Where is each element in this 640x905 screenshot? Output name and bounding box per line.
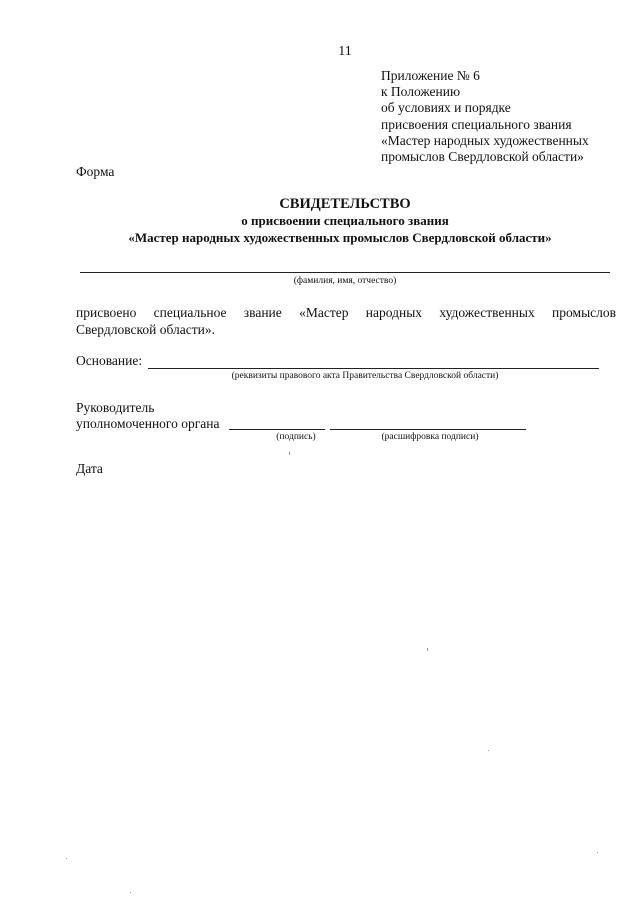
decoding-line <box>330 429 526 430</box>
award-paragraph <box>76 304 616 338</box>
appendix-block <box>381 68 589 165</box>
document-subtitle: о присвоении специального звания <box>241 213 449 228</box>
basis-caption: (реквизиты правового акта Правительства Свердловской области) <box>231 371 499 381</box>
basis-line <box>148 368 599 369</box>
appendix-line: к Положению <box>381 84 461 100</box>
head-label-line2: уполномоченного органа <box>76 416 220 431</box>
head-label-line1: Руководитель <box>76 400 155 415</box>
document-subtitle-title: «Мастер народных художественных промыслов Свердловской области» <box>128 230 552 245</box>
signature-caption: (подпись) <box>276 432 316 442</box>
scan-speck <box>66 858 67 859</box>
name-line <box>80 272 610 273</box>
page-number: 11 <box>338 44 352 59</box>
scan-speck <box>427 648 428 651</box>
name-caption: (фамилия, имя, отчество) <box>293 276 397 286</box>
document-title: СВИДЕТЕЛЬСТВО <box>279 196 411 212</box>
scan-speck <box>597 852 598 853</box>
award-paragraph-line1: присвоено специальное звание «Мастер народных художественных промыслов <box>76 305 616 320</box>
date-label: Дата <box>76 461 103 476</box>
appendix-line: присвоения специального звания <box>381 116 572 132</box>
signature-line <box>229 429 325 430</box>
decoding-caption: (расшифровка подписи) <box>381 432 479 442</box>
basis-label: Основание: <box>76 353 143 368</box>
scan-speck <box>488 750 489 751</box>
award-paragraph-line2: Свердловской области». <box>76 322 215 337</box>
appendix-line: Приложение № 6 <box>381 68 480 83</box>
appendix-line: об условиях и порядке <box>381 100 511 116</box>
scan-speck <box>289 452 290 455</box>
scan-speck <box>130 892 131 893</box>
appendix-line: «Мастер народных художественных <box>381 132 589 148</box>
form-label: Форма <box>76 164 115 179</box>
appendix-line: промыслов Свердловской области» <box>381 149 584 165</box>
